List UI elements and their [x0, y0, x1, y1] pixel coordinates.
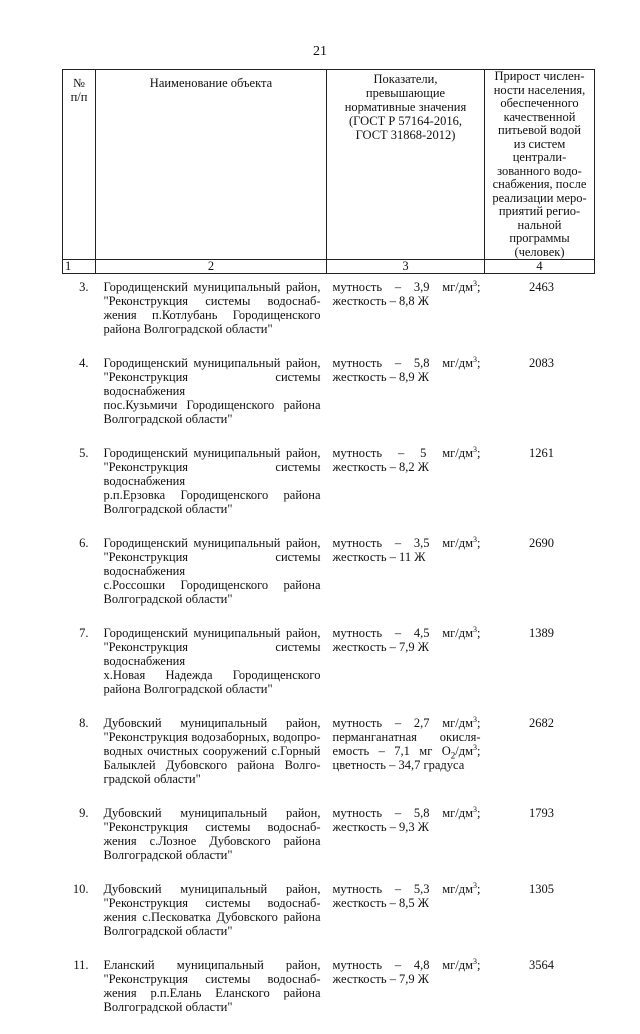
object-name-line: с.Россошки Городищенского района: [104, 578, 321, 592]
population-growth: 1793: [485, 806, 595, 882]
column-index: 3: [327, 260, 485, 274]
object-name-line: Дубовский муниципальный район,: [104, 806, 321, 820]
object-name-line: "Реконструкция системы водоснаб-: [104, 896, 321, 910]
object-name-line: Волгоградской области": [104, 412, 321, 426]
indicators: [327, 446, 485, 536]
objects-table: [62, 69, 595, 1034]
column-index: 2: [96, 260, 327, 274]
object-name-line: р.п.Ерзовка Городищенского района: [104, 488, 321, 502]
indicator-line: жесткость – 11 Ж: [333, 550, 481, 564]
table-header-row: [63, 70, 595, 260]
table-row: [63, 446, 595, 536]
table-row: [63, 806, 595, 882]
row-number: 9.: [63, 806, 96, 882]
row-number: 11.: [63, 958, 96, 1034]
indicator-line: мутность – 4,8 $мг/дм^3$;: [333, 958, 481, 972]
object-name: [96, 274, 327, 357]
indicator-line: мутность – 3,5 $мг/дм^3$;: [333, 536, 481, 550]
object-name-line: Волгоградской области": [104, 1000, 321, 1014]
object-name: [96, 446, 327, 536]
indicator-line: жесткость – 9,3 Ж: [333, 820, 481, 834]
object-name-line: Еланский муниципальный район,: [104, 958, 321, 972]
indicator-line: жесткость – 8,2 Ж: [333, 460, 481, 474]
header-number: № п/п: [63, 70, 96, 260]
indicator-line: мутность – 2,7 $мг/дм^3$;: [333, 716, 481, 730]
object-name-line: градской области": [104, 772, 321, 786]
object-name: [96, 626, 327, 716]
row-number: 3.: [63, 274, 96, 357]
row-number: 10.: [63, 882, 96, 958]
page-number: 21: [0, 44, 640, 60]
object-name-line: "Реконструкция водозаборных, водопро-: [104, 730, 321, 744]
row-number: 4.: [63, 356, 96, 446]
indicator-line: мутность – 5,3 $мг/дм^3$;: [333, 882, 481, 896]
indicator-line: жесткость – 7,9 Ж: [333, 640, 481, 654]
object-name-line: жения р.п.Елань Еланского района: [104, 986, 321, 1000]
population-growth: 2463: [485, 274, 595, 357]
table-row: [63, 958, 595, 1034]
row-number: 7.: [63, 626, 96, 716]
column-index-row: [63, 260, 595, 274]
object-name-line: Городищенский муниципальный район,: [104, 446, 321, 460]
population-growth: 1261: [485, 446, 595, 536]
indicators: [327, 536, 485, 626]
object-name-line: района Волгоградской области": [104, 682, 321, 696]
object-name-line: Волгоградской области": [104, 848, 321, 862]
indicators: [327, 716, 485, 806]
indicator-line: жесткость – 8,8 Ж: [333, 294, 481, 308]
object-name-line: пос.Кузьмичи Городищенского района: [104, 398, 321, 412]
object-name: [96, 958, 327, 1034]
indicator-line: мутность – 5,8 $мг/дм^3$;: [333, 806, 481, 820]
population-growth: 3564: [485, 958, 595, 1034]
object-name-line: "Реконструкция системы водоснабжения: [104, 370, 321, 398]
indicator-line: жесткость – 8,9 Ж: [333, 370, 481, 384]
table-row: [63, 716, 595, 806]
indicators: [327, 806, 485, 882]
indicator-line: жесткость – 8,5 Ж: [333, 896, 481, 910]
table-row: [63, 882, 595, 958]
indicator-line: мутность – 5,8 $мг/дм^3$;: [333, 356, 481, 370]
object-name-line: "Реконструкция системы водоснабжения: [104, 550, 321, 578]
indicator-line: жесткость – 7,9 Ж: [333, 972, 481, 986]
indicator-line: перманганатная окисля-: [333, 730, 481, 744]
object-name-line: Городищенский муниципальный район,: [104, 356, 321, 370]
table-row: [63, 274, 595, 357]
population-growth: 2682: [485, 716, 595, 806]
object-name-line: "Реконструкция системы водоснаб-: [104, 294, 321, 308]
object-name-line: х.Новая Надежда Городищенского: [104, 668, 321, 682]
row-number: 8.: [63, 716, 96, 806]
object-name-line: Городищенский муниципальный район,: [104, 626, 321, 640]
column-index: 1: [63, 260, 96, 274]
population-growth: 2083: [485, 356, 595, 446]
object-name-line: Дубовский муниципальный район,: [104, 882, 321, 896]
indicators: [327, 356, 485, 446]
indicators: [327, 958, 485, 1034]
header-indicators: Показатели, превышающие нормативные значения (ГОСТ Р 57164-2016, ГОСТ 31868-2012): [327, 70, 485, 260]
header-object-name: Наименование объекта: [96, 70, 327, 260]
indicator-line: мутность – 5 $мг/дм^3$;: [333, 446, 481, 460]
object-name-line: Дубовский муниципальный район,: [104, 716, 321, 730]
header-population-growth: Прирост числен- ности населения, обеспеченного качественной питьевой водой из систем централи- зованного водо- снабжения, после реализации меро- приятий регио- нальной программы (человек): [485, 70, 595, 260]
population-growth: 1305: [485, 882, 595, 958]
row-number: 5.: [63, 446, 96, 536]
object-name-line: Городищенский муниципальный район,: [104, 280, 321, 294]
object-name-line: водных очистных сооружений с.Горный: [104, 744, 321, 758]
table-body: [63, 274, 595, 1034]
column-index: 4: [485, 260, 595, 274]
object-name-line: "Реконструкция системы водоснабжения: [104, 640, 321, 668]
object-name-line: Волгоградской области": [104, 924, 321, 938]
object-name-line: жения с.Песковатка Дубовского района: [104, 910, 321, 924]
object-name-line: Балыклей Дубовского района Волго-: [104, 758, 321, 772]
object-name-line: "Реконструкция системы водоснаб-: [104, 972, 321, 986]
object-name-line: Волгоградской области": [104, 592, 321, 606]
object-name-line: "Реконструкция системы водоснабжения: [104, 460, 321, 488]
object-name-line: района Волгоградской области": [104, 322, 321, 336]
indicators: [327, 626, 485, 716]
object-name-line: жения п.Котлубань Городищенского: [104, 308, 321, 322]
object-name: [96, 882, 327, 958]
object-name-line: Волгоградской области": [104, 502, 321, 516]
object-name-line: жения с.Лозное Дубовского района: [104, 834, 321, 848]
indicator-line: емость – 7,1 мг $О_2/дм^3$;: [333, 744, 481, 758]
object-name: [96, 716, 327, 806]
indicators: [327, 882, 485, 958]
population-growth: 1389: [485, 626, 595, 716]
object-name: [96, 806, 327, 882]
object-name-line: "Реконструкция системы водоснаб-: [104, 820, 321, 834]
object-name: [96, 356, 327, 446]
indicator-line: цветность – 34,7 градуса: [333, 758, 481, 772]
table-row: [63, 626, 595, 716]
object-name: [96, 536, 327, 626]
object-name-line: Городищенский муниципальный район,: [104, 536, 321, 550]
indicator-line: мутность – 4,5 $мг/дм^3$;: [333, 626, 481, 640]
table-row: [63, 356, 595, 446]
indicators: [327, 274, 485, 357]
table-row: [63, 536, 595, 626]
row-number: 6.: [63, 536, 96, 626]
population-growth: 2690: [485, 536, 595, 626]
indicator-line: мутность – 3,9 $мг/дм^3$;: [333, 280, 481, 294]
